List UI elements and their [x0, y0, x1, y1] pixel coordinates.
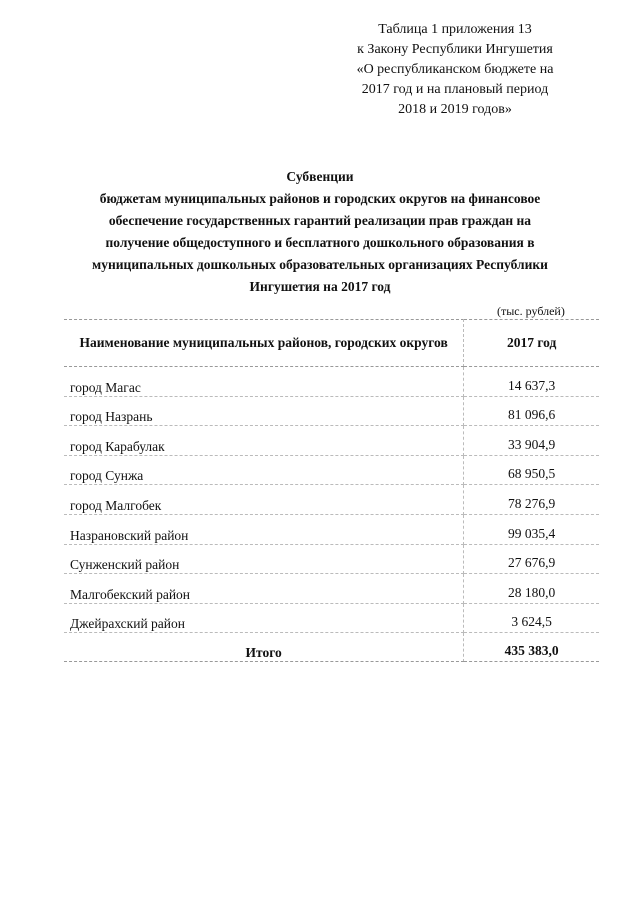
header-line: Таблица 1 приложения 13	[378, 22, 532, 37]
title-line: Субвенции	[286, 169, 354, 184]
subsidy-value: 33 904,9	[464, 426, 599, 456]
municipality-name: город Назрань	[64, 396, 464, 426]
municipality-name: город Сунжа	[64, 455, 464, 485]
municipality-name: Сунженский район	[64, 544, 464, 574]
table-row	[64, 426, 599, 456]
subsidy-value: 78 276,9	[464, 485, 599, 515]
table-header-row	[64, 320, 599, 367]
header-line: «О республиканском бюджете на	[356, 62, 554, 77]
subsidy-value: 3 624,5	[464, 603, 599, 633]
units-label: (тыс. рублей)	[497, 304, 565, 318]
title-line: получение общедоступного и бесплатного дошкольного образования в	[105, 235, 535, 250]
subsidy-value: 99 035,4	[464, 514, 599, 544]
table-row	[64, 396, 599, 426]
table-row	[64, 514, 599, 544]
municipality-name: Малгобекский район	[64, 574, 464, 604]
document-title	[60, 166, 580, 298]
column-header-name: Наименование муниципальных районов, городских округов	[64, 320, 464, 367]
subsidy-value: 68 950,5	[464, 455, 599, 485]
subsidy-value: 81 096,6	[464, 396, 599, 426]
municipality-name: Джейрахский район	[64, 603, 464, 633]
header-line: к Закону Республики Ингушетия	[357, 42, 553, 57]
table-row	[64, 574, 599, 604]
municipality-name: город Магас	[64, 367, 464, 397]
municipality-name: город Карабулак	[64, 426, 464, 456]
subsidy-value: 27 676,9	[464, 544, 599, 574]
table-row	[64, 367, 599, 397]
title-line: муниципальных дошкольных образовательных организациях Республики	[92, 257, 548, 272]
total-value: 435 383,0	[464, 633, 599, 662]
header-line: 2018 и 2019 годов»	[398, 102, 512, 117]
appendix-reference	[330, 20, 580, 120]
table-row	[64, 544, 599, 574]
title-line: Ингушетия на 2017 год	[249, 279, 391, 294]
total-label: Итого	[64, 633, 464, 662]
title-line: бюджетам муниципальных районов и городских округов на финансовое	[99, 191, 541, 206]
table-row	[64, 603, 599, 633]
subsidy-value: 14 637,3	[464, 367, 599, 397]
header-line: 2017 год и на плановый период	[361, 82, 549, 97]
table-row	[64, 485, 599, 515]
column-header-year: 2017 год	[464, 320, 599, 367]
municipality-name: город Малгобек	[64, 485, 464, 515]
subsidy-table	[64, 319, 599, 662]
subsidy-value: 28 180,0	[464, 574, 599, 604]
title-line: обеспечение государственных гарантий реализации прав граждан на	[108, 213, 532, 228]
total-row	[64, 633, 599, 662]
municipality-name: Назрановский район	[64, 514, 464, 544]
table-row	[64, 455, 599, 485]
